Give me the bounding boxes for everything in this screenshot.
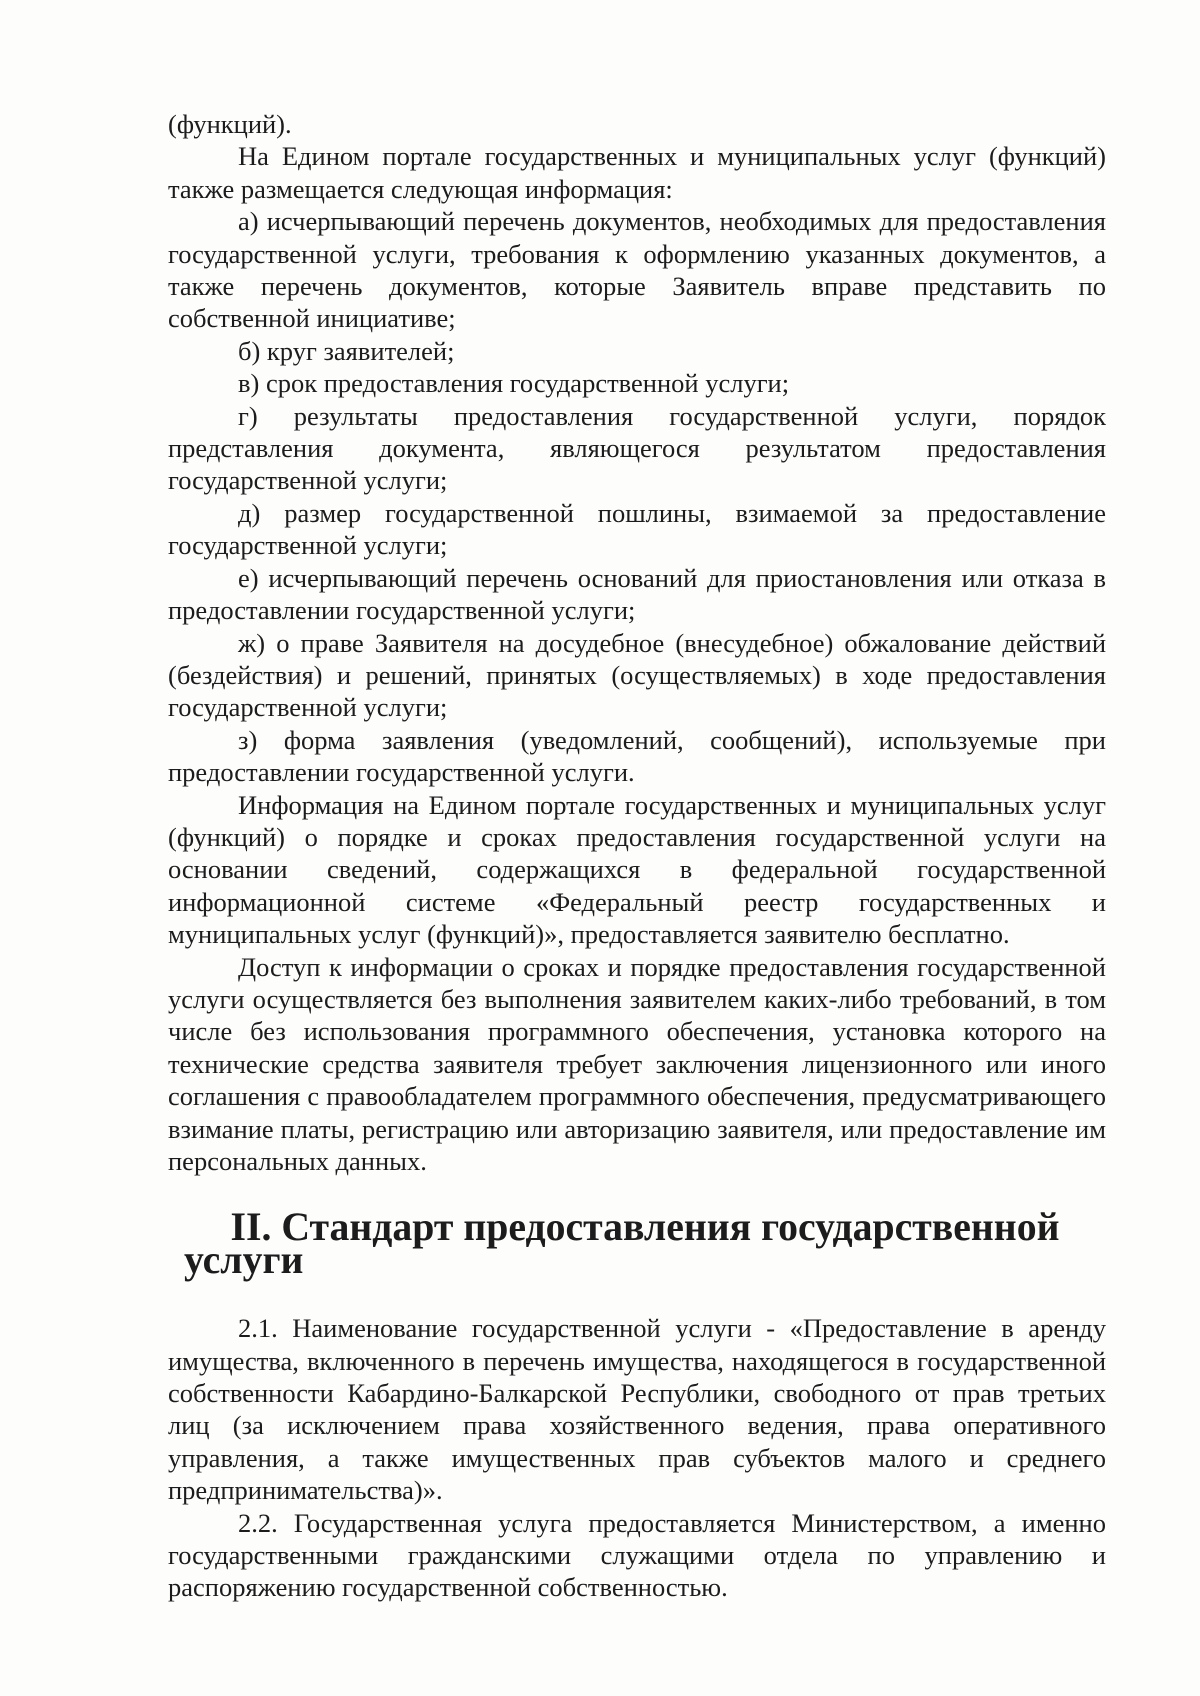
document-body (168, 108, 1106, 1604)
list-item-v: в) срок предоставления государственной услуги; (238, 368, 790, 399)
paragraph-access: Доступ к информации о сроках и порядке предоставления государственной услуги осуществляется без выполнения заявителем каких-либо требований, в том числе без использования программного обеспечения, установка которого на технические средства заявителя требует заключения лицензионного или иного соглашения с правообладателем программного обеспечения, предусматривающего взимание платы, регистрацию или авторизацию заявителя, или предоставление им персональных данных. (168, 951, 1106, 1176)
paragraph-2-1: 2.1. Наименование государственной услуги - «Предоставление в аренду имущества, включенного в перечень имущества, находящегося в государственной собственности Кабардино-Балкарской Республики, свободного от прав третьих лиц (за исключением права хозяйственного ведения, права оперативного управления, а также имущественных прав субъектов малого и среднего предпринимательства)». (168, 1313, 1106, 1506)
list-item-g: г) результаты предоставления государственной услуги, порядок представления документа, являющегося результатом предоставления государственной услуги; (168, 400, 1106, 496)
paragraph-portal-info: На Едином портале государственных и муниципальных услуг (функций) также размещается следующая информация: (168, 141, 1106, 204)
list-item-d: д) размер государственной пошлины, взимаемой за предоставление государственной услуги; (168, 497, 1106, 561)
list-item-e: е) исчерпывающий перечень оснований для приостановления или отказа в предоставлении государственной услуги; (168, 562, 1106, 626)
section-heading: II. Стандарт предоставления государственной услуги (184, 1205, 1060, 1282)
paragraph-free-info: Информация на Едином портале государственных и муниципальных услуг (функций) о порядке и сроках предоставления государственной услуги на основании сведений, содержащихся в федеральной государственной информационной системе «Федеральный реестр государственных и муниципальных услуг (функций)», предоставляется заявителю бесплатно. (168, 789, 1106, 950)
list-item-zh: ж) о праве Заявителя на досудебное (внесудебное) обжалование действий (бездействия) и решений, принятых (осуществляемых) в ходе предоставления государственной услуги; (168, 627, 1106, 723)
paragraph-2-2: 2.2. Государственная услуга предоставляется Министерством, а именно государственными гражданскими служащими отдела по управлению и распоряжению государственной собственностью. (168, 1507, 1106, 1603)
list-item-a: а) исчерпывающий перечень документов, необходимых для предоставления государственной услуги, требования к оформлению указанных документов, а также перечень документов, которые Заявитель вправе представить по собственной инициативе; (168, 206, 1106, 334)
paragraph-continuation: (функций). (168, 109, 292, 139)
list-item-z: з) форма заявления (уведомлений, сообщений), используемые при предоставлении государственной услуги. (168, 724, 1106, 788)
list-item-b: б) круг заявителей; (238, 335, 455, 366)
